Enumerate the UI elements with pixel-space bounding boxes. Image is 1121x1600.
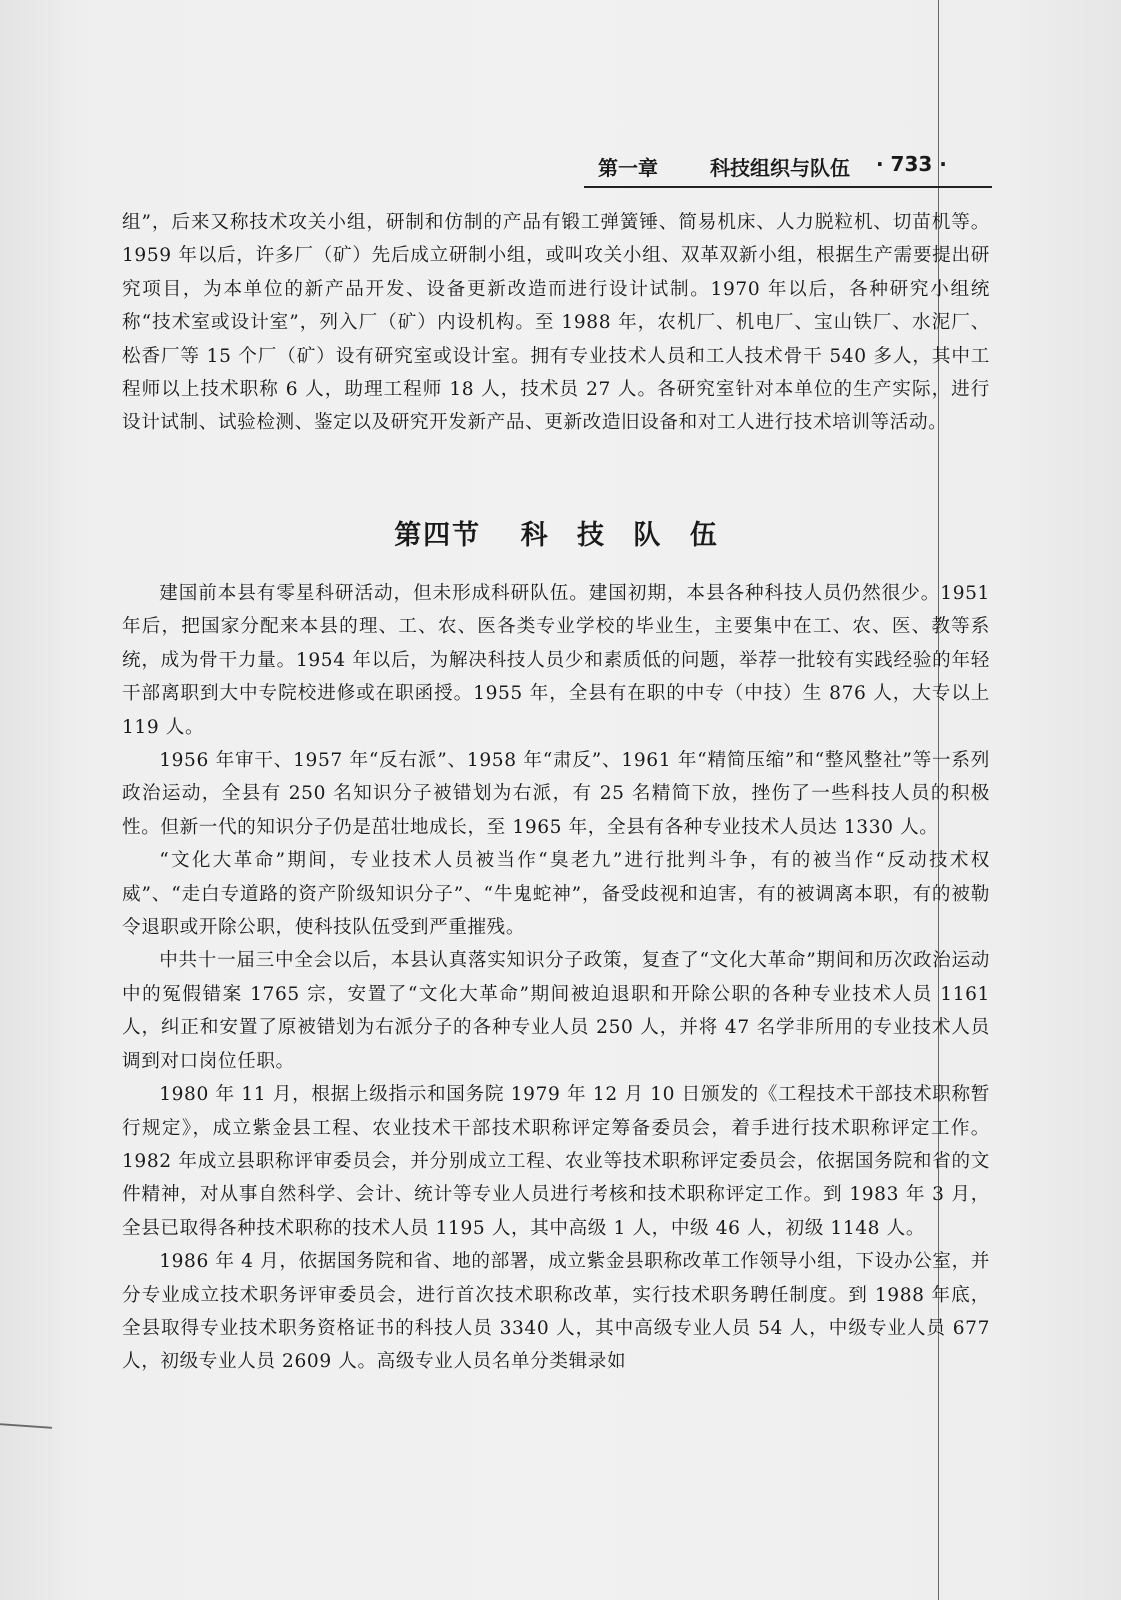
continuation-text bbox=[122, 206, 990, 440]
paragraph: 1986 年 4 月，依据国务院和省、地的部署，成立紫金县职称改革工作领导小组，下设办公室，并分专业成立技术职务评审委员会，进行首次技术职称改革，实行技术职务聘任制度。到 1988 年底，全县取得专业技术职务资格证书的科技人员 3340 人，其中高级专业人员 54 人，中级专业人员 677 人，初级专业人员 2609 人。高级专业人员名单分类辑录如 bbox=[122, 1251, 990, 1373]
section-number: 第四节 bbox=[394, 520, 482, 551]
chapter-title: 科技组织与队伍 bbox=[710, 156, 850, 180]
paragraph: “文化大革命”期间，专业技术人员被当作“臭老九”进行批判斗争，有的被当作“反动技术权威”、“走白专道路的资产阶级知识分子”、“牛鬼蛇神”，备受歧视和迫害，有的被调离本职，有的被勒令退职或开除公职，使科技队伍受到严重摧残。 bbox=[122, 850, 990, 939]
paragraph: 中共十一届三中全会以后，本县认真落实知识分子政策，复查了“文化大革命”期间和历次政治运动中的冤假错案 1765 宗，安置了“文化大革命”期间被迫退职和开除公职的各种专业技术人员 1161 人，纠正和安置了原被错划为右派分子的各种专业人员 250 人，并将 47 名学非所用的专业技术人员调到对口岗位任职。 bbox=[122, 950, 990, 1072]
paragraph: 1980 年 11 月，根据上级指示和国务院 1979 年 12 月 10 日颁发的《工程技术干部技术职称暂行规定》，成立紫金县工程、农业技术干部技术职称评定筹备委员会，着手进行技术职称评定工作。1982 年成立县职称评审委员会，并分别成立工程、农业等技术职称评定委员会，依据国务院和省的文件精神，对从事自然科学、会计、统计等专业人员进行考核和技术职称评定工作。到 1983 年 3 月，全县已取得各种技术职称的技术人员 1195 人，其中高级 1 人，中级 46 人，初级 1148 人。 bbox=[122, 1084, 990, 1239]
page-number: · 733 · bbox=[876, 152, 947, 176]
section-body bbox=[122, 577, 990, 1379]
scan-edge-mark bbox=[0, 1423, 52, 1429]
running-header bbox=[598, 152, 978, 182]
paragraph: 1956 年审干、1957 年“反右派”、1958 年“肃反”、1961 年“精简压缩”和“整风整社”等一系列政治运动，全县有 250 名知识分子被错划为右派，有 25 名精简下放，挫伤了一些科技人员的积极性。但新一代的知识分子仍是茁壮地成长，至 1965 年，全县有各种专业技术人员达 1330 人。 bbox=[122, 750, 990, 838]
section-title: 科 技 队 伍 bbox=[520, 520, 727, 551]
chapter-label: 第一章 bbox=[598, 156, 658, 180]
paragraph: 建国前本县有零星科研活动，但未形成科研队伍。建国初期，本县各种科技人员仍然很少。1951 年后，把国家分配来本县的理、工、农、医各类专业学校的毕业生，主要集中在工、农、医、教等系统，成为骨干力量。1954 年以后，为解决科技人员少和素质低的问题，举荐一批较有实践经验的年轻干部离职到大中专院校进修或在职函授。1955 年，全县有在职的中专（中技）生 876 人，大专以上 119 人。 bbox=[122, 583, 990, 738]
continuation-paragraph: 组”，后来又称技术攻关小组，研制和仿制的产品有锻工弹簧锤、简易机床、人力脱粒机、切苗机等。1959 年以后，许多厂（矿）先后成立研制小组，或叫攻关小组、双革双新小组，根据生产需要提出研究项目，为本单位的新产品开发、设备更新改造而进行设计试制。1970 年以后，各种研究小组统称“技术室或设计室”，列入厂（矿）内设机构。至 1988 年，农机厂、机电厂、宝山铁厂、水泥厂、松香厂等 15 个厂（矿）设有研究室或设计室。拥有专业技术人员和工人技术骨干 540 多人，其中工程师以上技术职称 6 人，助理工程师 18 人，技术员 27 人。各研究室针对本单位的生产实际，进行设计试制、试验检测、鉴定以及研究开发新产品、更新改造旧设备和对工人进行技术培训等活动。 bbox=[122, 212, 990, 434]
section-heading bbox=[0, 513, 1121, 552]
header-rule bbox=[584, 186, 992, 188]
